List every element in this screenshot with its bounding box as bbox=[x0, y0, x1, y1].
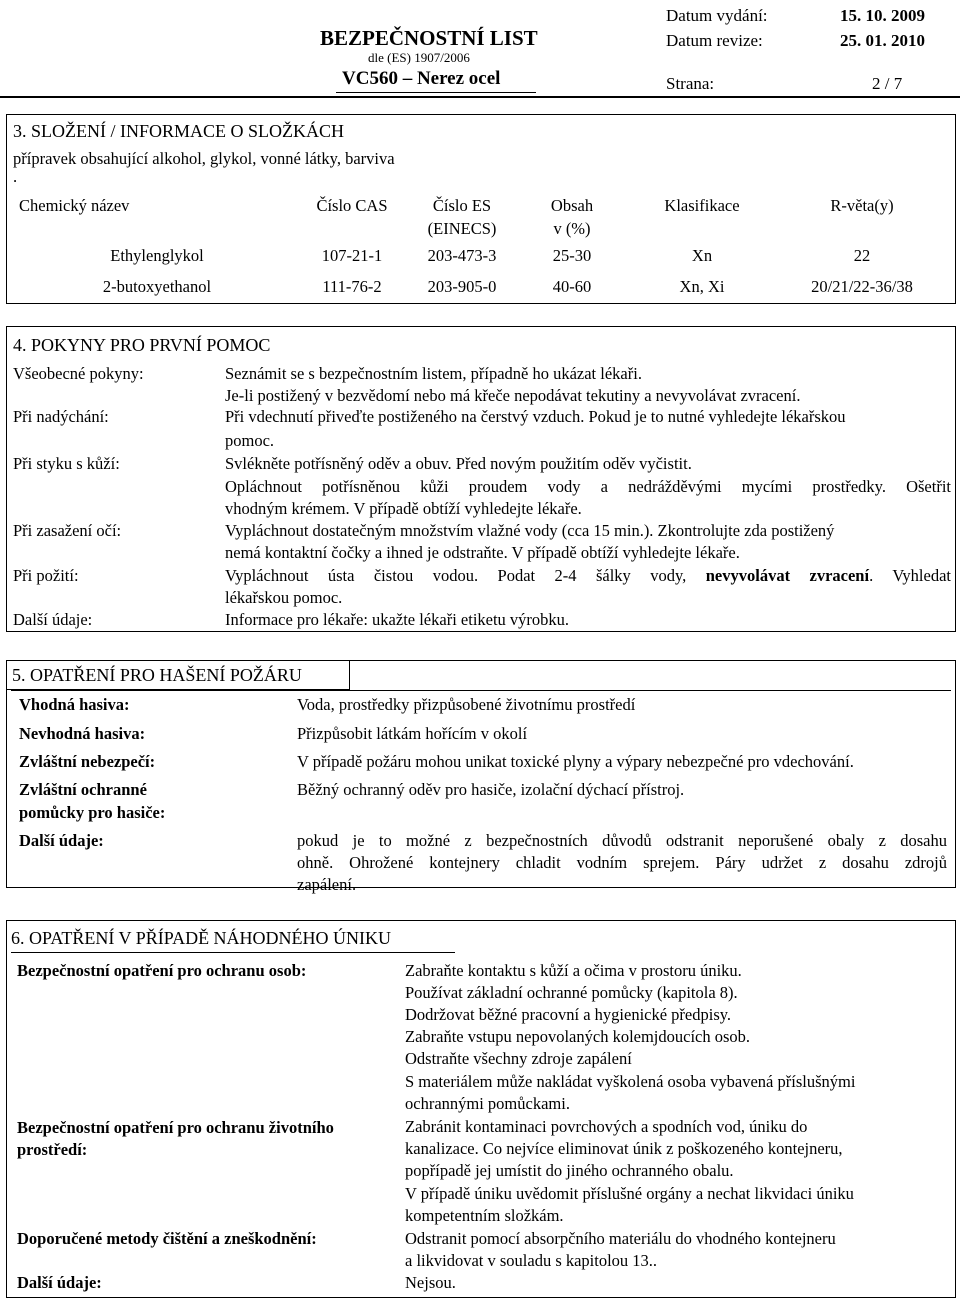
skin-text: Svlékněte potřísněný oděv a obuv. Před novým použitím oděv vyčistit. bbox=[225, 454, 692, 473]
ingestion-text bbox=[225, 566, 951, 586]
inhalation-text: Při vdechnutí přiveďte postiženého na čerstvý vzduch. Pokud je to nutné vyhledejte lékařskou bbox=[225, 407, 846, 426]
inhalation-label: Při nadýchání: bbox=[13, 407, 109, 426]
cell-cas: 107-21-1 bbox=[321, 246, 383, 265]
issue-date: 15. 10. 2009 bbox=[840, 6, 925, 25]
column-classification: Klasifikace bbox=[664, 196, 740, 215]
unsuitable-label: Nevhodná hasiva: bbox=[19, 724, 146, 743]
general-text: Je-li postižený v bezvědomí nebo má křeče nepodávat tekutiny a nevyvolávat zvracení. bbox=[225, 386, 801, 405]
column-cas: Číslo CAS bbox=[316, 196, 388, 215]
skin-text: vhodným krémem. V případě obtíží vyhledejte lékaře. bbox=[225, 499, 582, 518]
fire-other-text: pokud je to možné z bezpečnostních důvodů odstranit neporušené obaly z dosahu bbox=[297, 831, 947, 850]
section-6-rule bbox=[11, 952, 455, 953]
personal-text: Zabraňte kontaktu s kůží a očima v prostoru úniku. bbox=[405, 961, 742, 980]
unsuitable-text: Přizpůsobit látkám hořícím v okolí bbox=[297, 724, 528, 743]
page-number: 2 / 7 bbox=[872, 74, 903, 93]
header-rule bbox=[0, 96, 960, 98]
personal-text: S materiálem může nakládat vyškolená osoba vybavená příslušnými bbox=[405, 1072, 856, 1091]
inhalation-text: pomoc. bbox=[225, 431, 275, 450]
personal-label: Bezpečnostní opatření pro ochranu osob: bbox=[17, 961, 307, 980]
suitable-text: Voda, prostředky přizpůsobené životnímu prostředí bbox=[297, 695, 636, 714]
revision-date-label: Datum revize: bbox=[666, 31, 763, 50]
cell-r-phrases: 20/21/22-36/38 bbox=[811, 277, 913, 296]
section-3-title: 3. SLOŽENÍ / INFORMACE O SLOŽKÁCH bbox=[13, 121, 345, 141]
hazard-text: V případě požáru mohou unikat toxické plyny a výpary nebezpečné pro vdechování. bbox=[297, 752, 854, 771]
general-text: Seznámit se s bezpečnostním listem, případně ho ukázat lékaři. bbox=[225, 364, 642, 383]
cell-r-phrases: 22 bbox=[853, 246, 871, 265]
column-content-unit: v (%) bbox=[553, 219, 591, 238]
hazard-label: Zvláštní nebezpečí: bbox=[19, 752, 156, 771]
cell-classification: Xn, Xi bbox=[679, 277, 725, 296]
ingestion-warning: nevyvolávat zvracení bbox=[705, 566, 870, 585]
eyes-text: nemá kontaktní čočky a ihned je odstraňte. V případě obtíží vyhledejte lékaře. bbox=[225, 543, 740, 562]
release-other-text: Nejsou. bbox=[405, 1273, 456, 1292]
section-3-composition bbox=[6, 114, 956, 304]
protective-text: Běžný ochranný oděv pro hasiče, izolační dýchací přístroj. bbox=[297, 780, 685, 799]
cell-classification: Xn bbox=[691, 246, 713, 265]
product-name: VC560 – Nerez ocel bbox=[342, 68, 501, 89]
cell-content: 40-60 bbox=[552, 277, 592, 296]
section-4-title: 4. POKYNY PRO PRVNÍ POMOC bbox=[13, 335, 271, 355]
other-text: Informace pro lékaře: ukažte lékaři etiketu výrobku. bbox=[225, 610, 570, 629]
section-5-title-box bbox=[6, 660, 350, 690]
other-label: Další údaje: bbox=[13, 610, 93, 629]
section-5-fire-fighting bbox=[6, 660, 956, 894]
cell-cas: 111-76-2 bbox=[322, 277, 382, 296]
personal-text: ochrannými pomůckami. bbox=[405, 1094, 570, 1113]
section-5-title: 5. OPATŘENÍ PRO HAŠENÍ POŽÁRU bbox=[12, 665, 302, 685]
environment-text: V případě úniku uvědomit příslušné orgány a nechat likvidaci úniku bbox=[405, 1184, 854, 1203]
composition-description: přípravek obsahující alkohol, glykol, vonné látky, barviva bbox=[13, 149, 395, 168]
revision-date: 25. 01. 2010 bbox=[840, 31, 925, 50]
environment-text: kanalizace. Co nejvíce eliminovat únik z poškozeného kontejneru, bbox=[405, 1139, 843, 1158]
general-label: Všeobecné pokyny: bbox=[13, 364, 144, 383]
issue-date-label: Datum vydání: bbox=[666, 6, 768, 25]
environment-label: Bezpečnostní opatření pro ochranu životního bbox=[17, 1118, 334, 1137]
regulation-reference: dle (ES) 1907/2006 bbox=[368, 50, 470, 65]
environment-text: kompetentním složkám. bbox=[405, 1206, 564, 1225]
fire-other-text: ohně. Ohrožené kontejnery chladit vodním sprejem. Páry udržet z dosahu zdrojů bbox=[297, 853, 947, 872]
environment-text: Zabránit kontaminaci povrchových a spodních vod, úniku do bbox=[405, 1117, 808, 1136]
ingestion-text-part: . Vyhledat bbox=[869, 566, 951, 585]
eyes-label: Při zasažení očí: bbox=[13, 521, 122, 540]
cell-es: 203-473-3 bbox=[427, 246, 497, 265]
composition-dot: . bbox=[13, 167, 18, 186]
personal-text: Používat základní ochranné pomůcky (kapitola 8). bbox=[405, 983, 738, 1002]
column-es-einecs: (EINECS) bbox=[427, 219, 497, 238]
cell-name: 2-butoxyethanol bbox=[102, 277, 212, 296]
column-es: Číslo ES bbox=[432, 196, 492, 215]
ingestion-text-part: Vypláchnout ústa čistou vodou. Podat 2-4 šálky vody, bbox=[225, 566, 706, 585]
suitable-label: Vhodná hasiva: bbox=[19, 695, 130, 714]
column-content: Obsah bbox=[550, 196, 594, 215]
personal-text: Dodržovat běžné pracovní a hygienické předpisy. bbox=[405, 1005, 732, 1024]
cell-name: Ethylenglykol bbox=[110, 246, 204, 265]
section-6-accidental-release bbox=[6, 920, 956, 1298]
page-label: Strana: bbox=[666, 74, 715, 93]
environment-label: prostředí: bbox=[17, 1140, 88, 1159]
section-5-rule bbox=[11, 690, 951, 691]
cleanup-text: Odstranit pomocí absorpčního materiálu do vhodného kontejneru bbox=[405, 1229, 836, 1248]
ingestion-text: lékařskou pomoc. bbox=[225, 588, 343, 607]
column-chemical-name: Chemický název bbox=[19, 196, 130, 215]
section-6-title: 6. OPATŘENÍ V PŘÍPADĚ NÁHODNÉHO ÚNIKU bbox=[11, 928, 392, 948]
release-other-label: Další údaje: bbox=[17, 1273, 102, 1292]
personal-text: Zabraňte vstupu nepovolaných kolemjdoucích osob. bbox=[405, 1027, 751, 1046]
cell-content: 25-30 bbox=[552, 246, 592, 265]
eyes-text: Vypláchnout dostatečným množstvím vlažné vody (cca 15 min.). Zkontrolujte zda postižený bbox=[225, 521, 835, 540]
fire-other-text: zapálení. bbox=[297, 875, 357, 894]
cell-es: 203-905-0 bbox=[427, 277, 497, 296]
product-underline bbox=[336, 92, 536, 93]
protective-label: Zvláštní ochranné bbox=[19, 780, 147, 799]
cleanup-text: a likvidovat v souladu s kapitolou 13.. bbox=[405, 1251, 658, 1270]
personal-text: Odstraňte všechny zdroje zapálení bbox=[405, 1049, 632, 1068]
section-4-first-aid bbox=[6, 326, 956, 632]
environment-text: popřípadě jej umístit do jiného ochranného obalu. bbox=[405, 1161, 734, 1180]
skin-text: Opláchnout potřísněnou kůži proudem vody a nedrážděvými mycími prostředky. Ošetřit bbox=[225, 477, 951, 496]
column-r-phrases: R-věta(y) bbox=[830, 196, 894, 215]
document-title: BEZPEČNOSTNÍ LIST bbox=[320, 26, 538, 50]
ingestion-label: Při požití: bbox=[13, 566, 79, 585]
skin-label: Při styku s kůží: bbox=[13, 454, 120, 473]
cleanup-label: Doporučené metody čištění a zneškodnění: bbox=[17, 1229, 317, 1248]
protective-label: pomůcky pro hasiče: bbox=[19, 803, 166, 822]
fire-other-label: Další údaje: bbox=[19, 831, 104, 850]
